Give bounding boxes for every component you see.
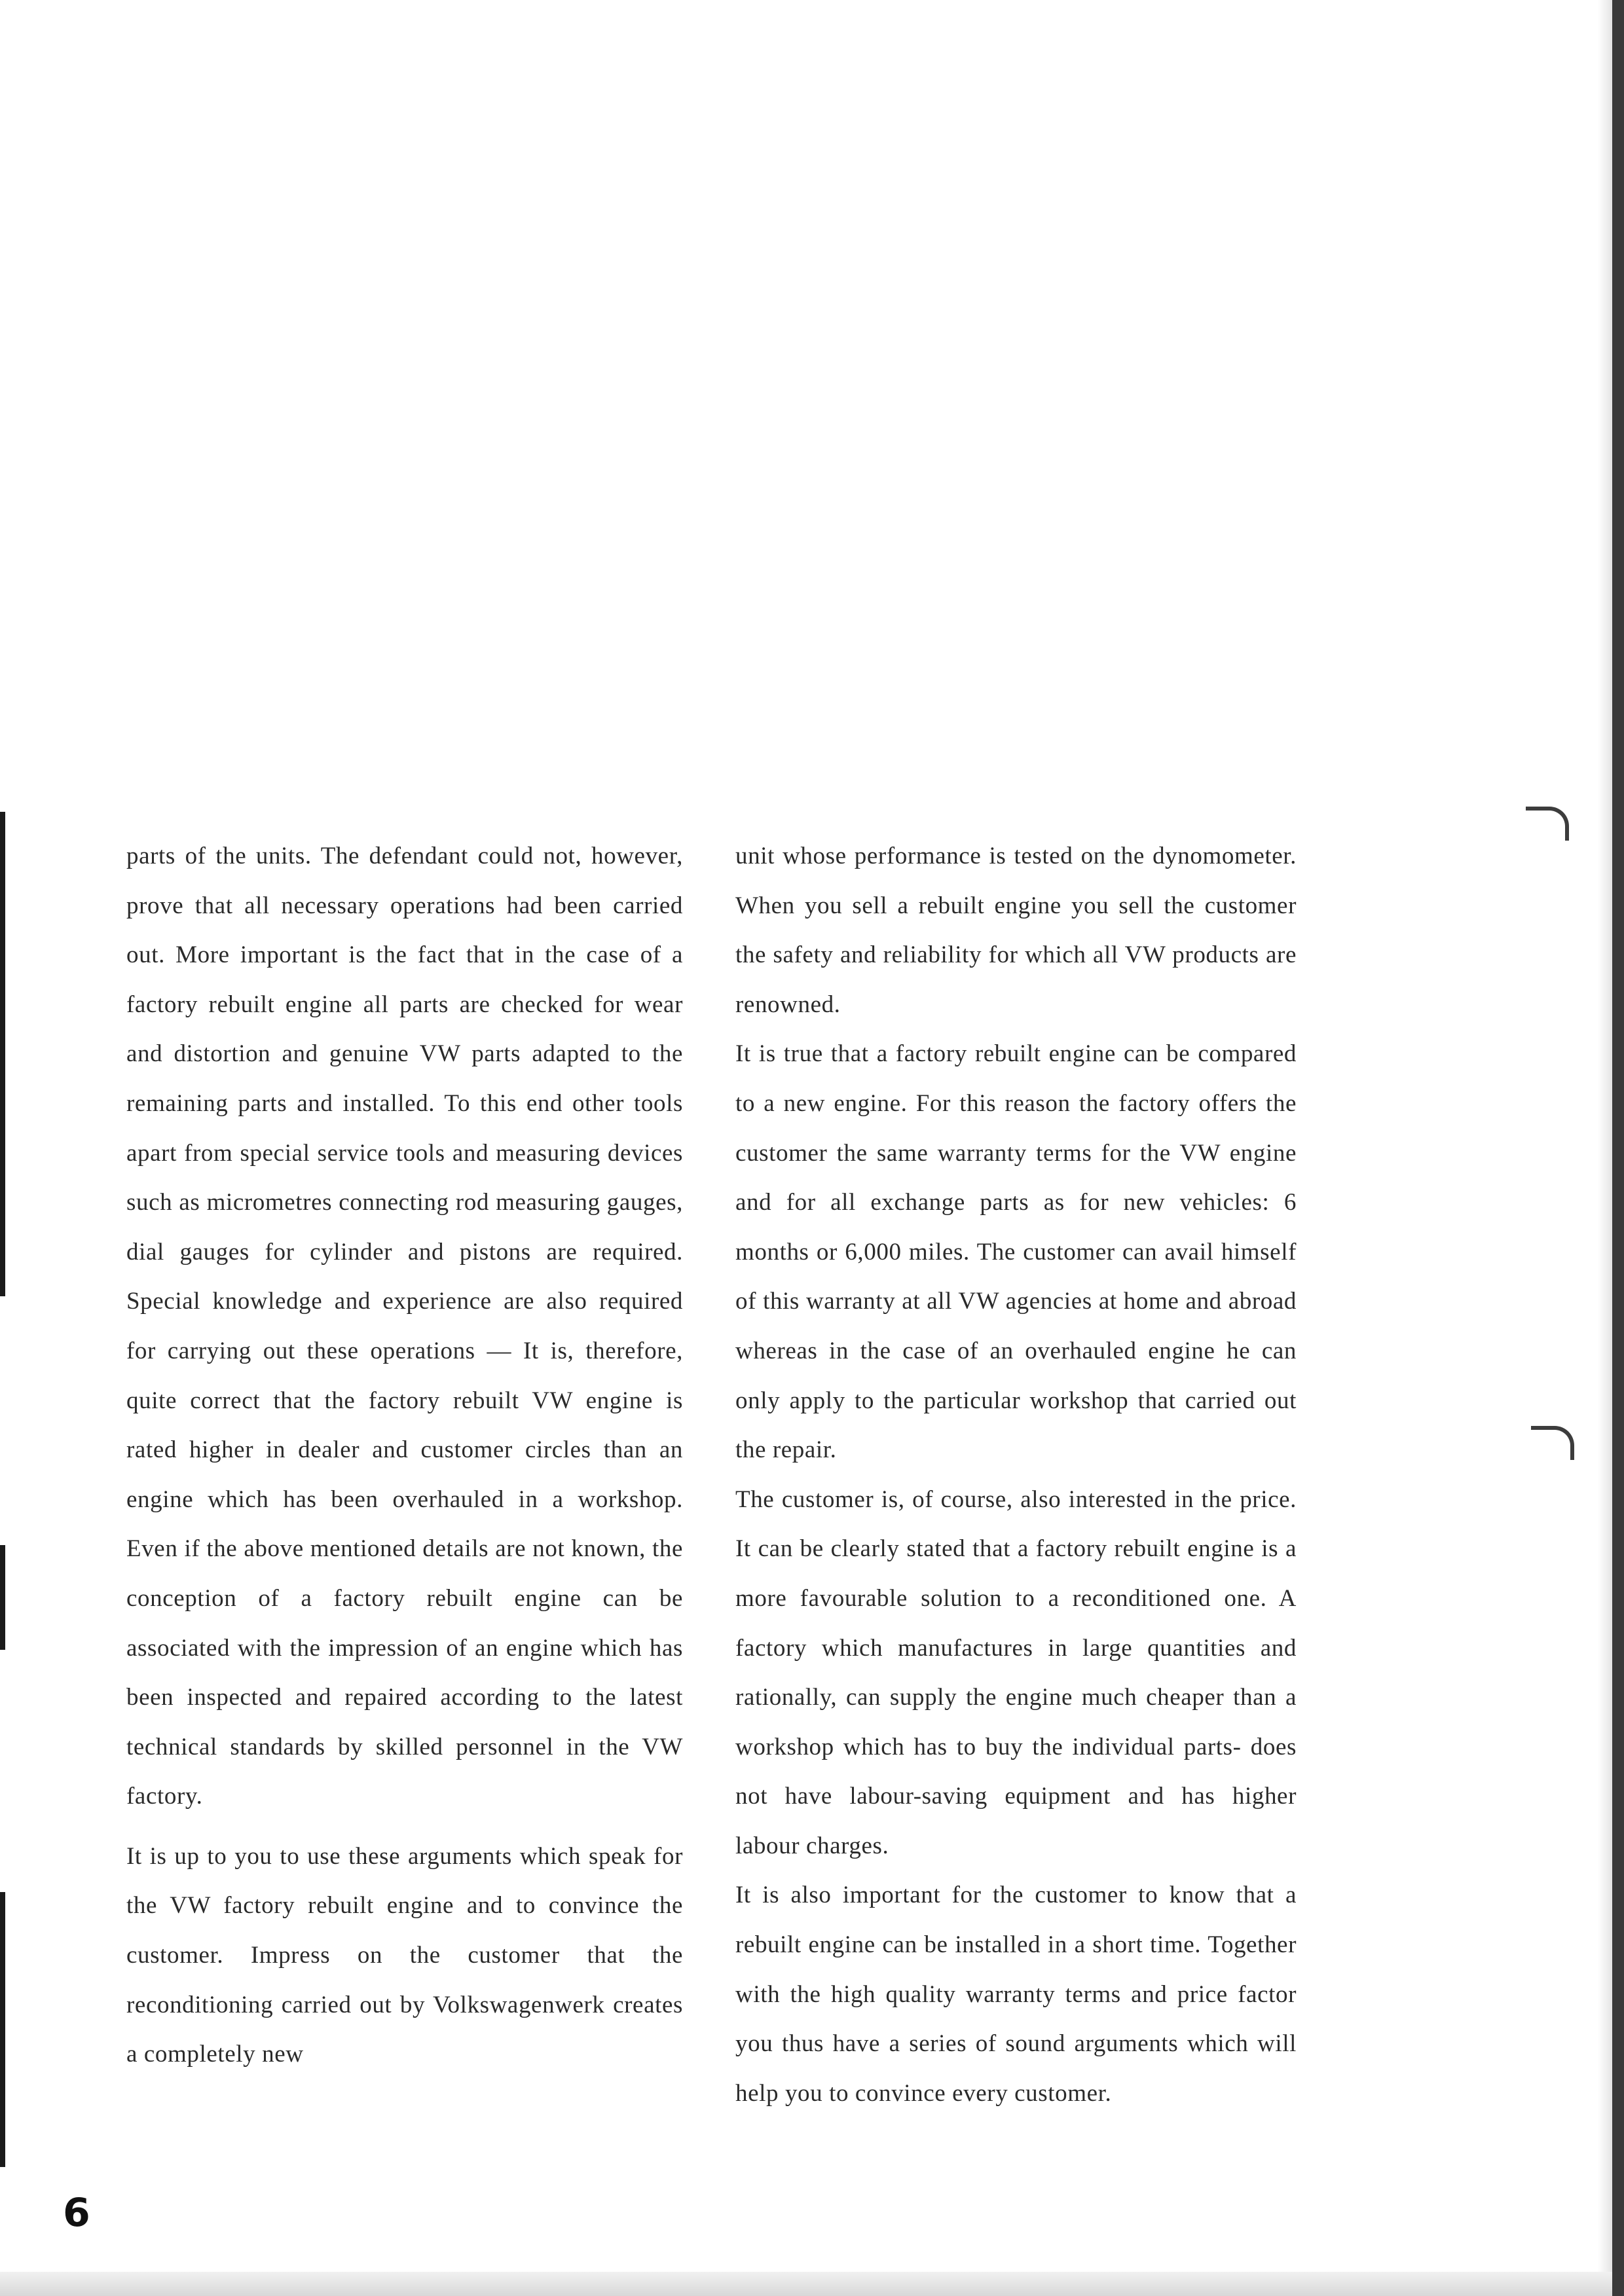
paragraph: It is true that a factory rebuilt engine can be compared to a new engine. For this reason the factory offers the customer the same warranty terms for the VW engine and for all exchange parts as for new vehicles: 6 months or 6,000 miles. The customer can avail himself of this warranty at all VW agencies at home and abroad whereas in the case of an overhauled engine he can only apply to the particular workshop that carried out the repair. bbox=[735, 1040, 1297, 1464]
page-edge-right bbox=[1612, 0, 1624, 2296]
paragraph: It is also important for the customer to know that a rebuilt engine can be installed in a short time. Together with the high quality warranty terms and price factor you thus have a series of sound arguments which will help you to convince every customer. bbox=[735, 1882, 1297, 2107]
left-text-column bbox=[126, 831, 683, 2079]
binding-strip bbox=[0, 1892, 5, 2167]
punch-hole bbox=[1526, 807, 1569, 841]
page-number: 6 bbox=[63, 2190, 90, 2236]
paragraph: unit whose performance is tested on the dynomometer. When you sell a rebuilt engine you sell the customer the safety and reliability for which all VW products are renowned. bbox=[735, 843, 1297, 1018]
page-edge-bottom bbox=[0, 2272, 1612, 2296]
paragraph: parts of the units. The defendant could not, however, prove that all necessary operations had been carried out. More important is the fact that in the case of a factory rebuilt engine all parts are checked for wear and distortion and genuine VW parts adapted to the remaining parts and installed. To this end other tools apart from special service tools and measuring devices such as micrometres connecting rod measuring gauges, dial gauges for cylinder and pistons are required. Special knowledge and experience are also required for carrying out these operations — It is, therefore, quite correct that the factory rebuilt VW engine is rated higher in dealer and customer circles than an engine which has been overhauled in a workshop. Even if the above mentioned details are not known, the conception of a factory rebuilt engine can be associated with the impression of an engine which has been inspected and repaired according to the latest technical standards by skilled personnel in the VW factory. bbox=[126, 843, 683, 1810]
paragraph: It is up to you to use these arguments which speak for the VW factory rebuilt engine and to convince the customer. Impress on the customer that the reconditioning carried out by Volkswagenwerk creates a completely new bbox=[126, 1842, 683, 2068]
binding-strip bbox=[0, 1545, 5, 1650]
binding-strip bbox=[0, 812, 5, 1296]
right-text-column bbox=[735, 831, 1297, 2118]
punch-hole bbox=[1531, 1426, 1574, 1460]
paragraph: The customer is, of course, also interested in the price. It can be clearly stated that a factory rebuilt engine is a more favourable solution to a reconditioned one. A factory which manufactures in large quantities and rationally, can supply the engine much cheaper than a workshop which has to buy the individual parts- does not have labour-saving equipment and has higher labour charges. bbox=[735, 1485, 1297, 1859]
page-edge-shadow bbox=[1598, 0, 1612, 2296]
